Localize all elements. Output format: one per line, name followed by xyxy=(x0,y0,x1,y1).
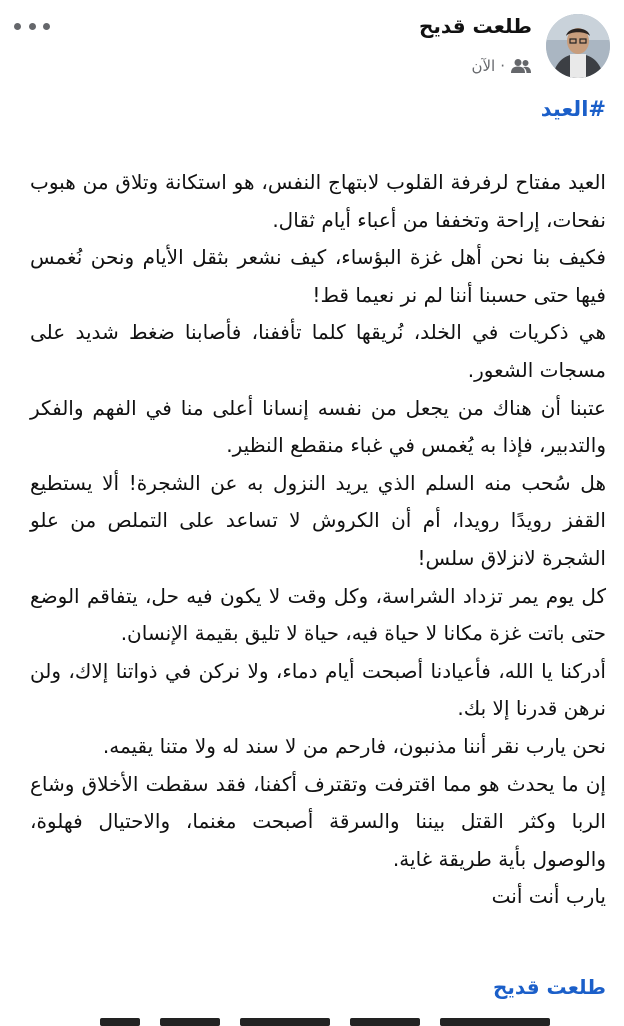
avatar[interactable] xyxy=(546,14,610,78)
next-line-partial xyxy=(40,1016,600,1026)
post-body xyxy=(30,164,606,916)
author-name[interactable]: طلعت قديح xyxy=(419,14,532,38)
paragraph: هل سُحب منه السلم الذي يريد النزول به عن الشجرة! ألا يستطيع القفز رويدًا رويدا، أم أن الكروش لا تساعد على التملص من علو الشجرة لانزلاق سلس! xyxy=(30,470,606,570)
avatar-photo-icon xyxy=(546,14,610,78)
post-meta xyxy=(471,54,532,78)
meta-separator: · xyxy=(500,57,505,75)
friends-icon[interactable] xyxy=(510,58,532,74)
paragraph: نحن يارب نقر أننا مذنبون، فارحم من لا سند له ولا متنا يقيمه. xyxy=(102,733,606,758)
paragraph: كل يوم يمر تزداد الشراسة، وكل وقت لا يكون فيه حل، يتفاقم الوضع حتى باتت غزة مكانا لا حياة فيه، حياة لا تليق بقيمة الإنسان. xyxy=(30,583,606,646)
paragraph: فكيف بنا نحن أهل غزة البؤساء، كيف نشعر بثقل الأيام ونحن نُغمس فيها حتى حسبنا أننا لم نر نعيما قط! xyxy=(30,245,606,307)
paragraph: يارب أنت أنت xyxy=(491,884,606,909)
hashtag-link[interactable]: #العيد xyxy=(540,97,606,121)
post-header xyxy=(0,0,624,92)
more-options-icon[interactable] xyxy=(14,12,50,40)
paragraph: إن ما يحدث هو مما اقترفت وتقترف أكفنا، فقد سقطت الأخلاق وشاع الربا وكثر القتل بيننا والسرقة أصبحت مغنما، والاحتيال فهلوة، والوصول بأية طريقة غاية. xyxy=(30,771,606,871)
post-timestamp[interactable]: الآن xyxy=(471,57,496,75)
paragraph: عتبنا أن هناك من يجعل من نفسه إنسانا أعلى منا في الفهم والفكر والتدبير، فإذا به يُغمس في غباء منقطع النظير. xyxy=(30,395,606,458)
signature-link[interactable]: طلعت قديح xyxy=(493,975,606,999)
paragraph: هي ذكريات في الخلد، نُريقها كلما تأففنا، فأصابنا ضغط شديد على مسجات الشعور. xyxy=(30,320,606,382)
paragraph: أدركنا يا الله، فأعيادنا أصبحت أيام دماء، ولا نركن في ذواتنا إلاك، ولن نرهن قدرنا إلا بك. xyxy=(30,658,606,721)
paragraph: العيد مفتاح لرفرفة القلوب لابتهاج النفس، هو استكانة وتلاق من هبوب نفحات، إراحة وتخففا من أعباء أيام ثقال. xyxy=(30,170,606,232)
